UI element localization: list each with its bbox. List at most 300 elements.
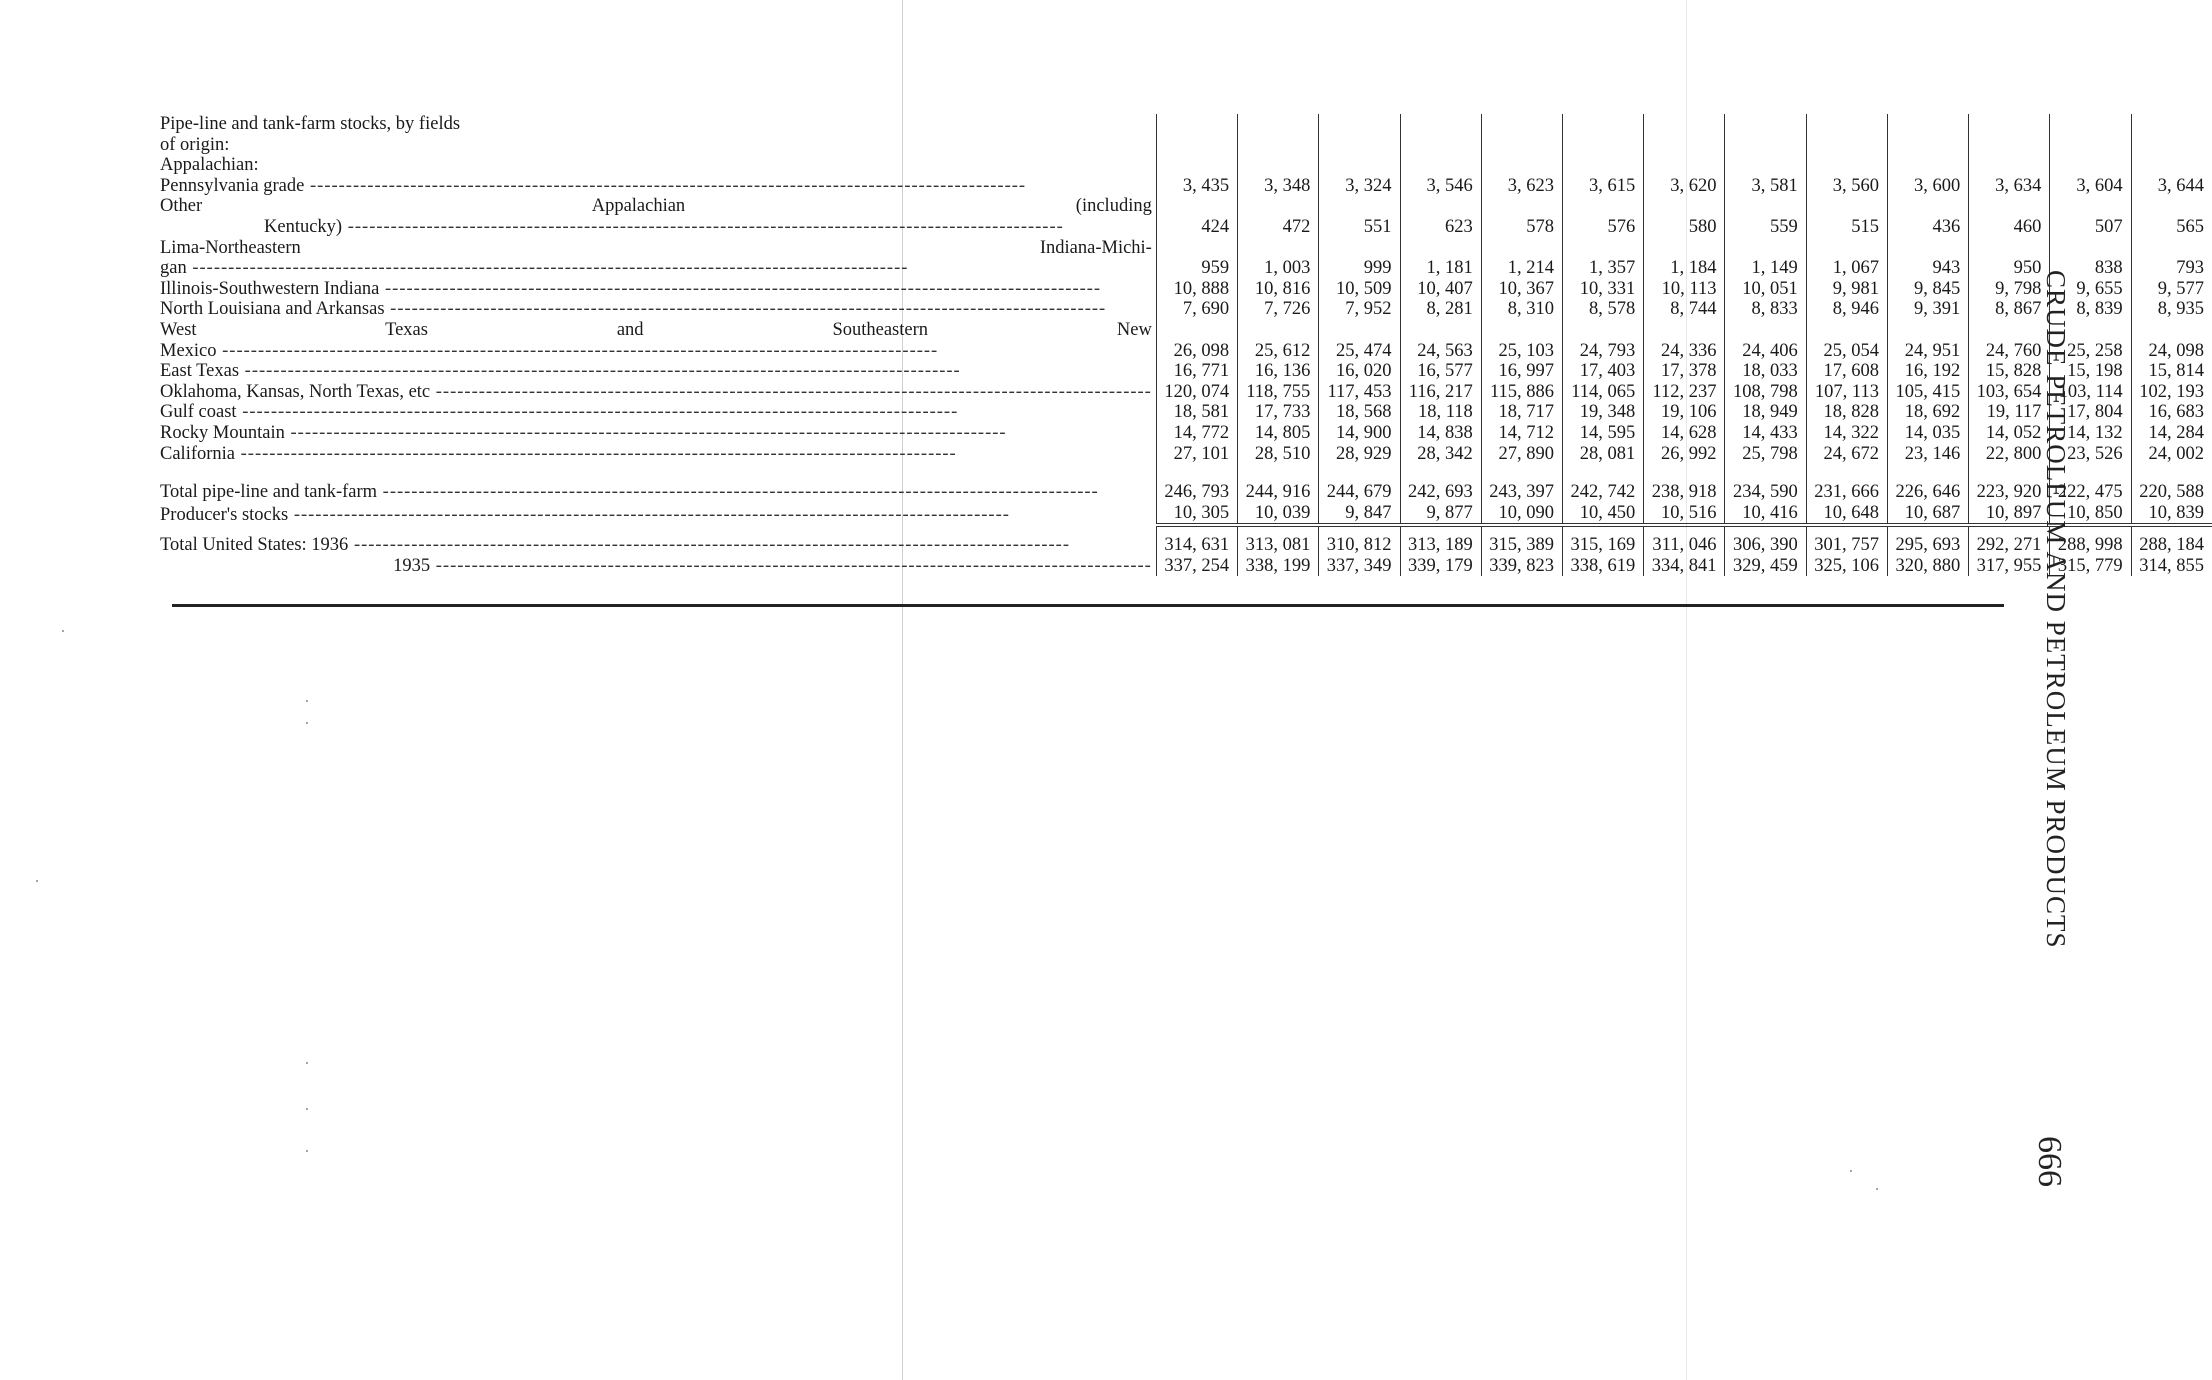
- value-cell: [1644, 196, 1725, 217]
- value-cell: 16, 577: [1400, 361, 1481, 382]
- value-cell: [1806, 238, 1887, 259]
- value-cell: [1806, 114, 1887, 135]
- value-cell: 244, 916: [1238, 482, 1319, 503]
- value-cell: 565: [2131, 217, 2212, 238]
- row-label: East Texas -----: [160, 361, 1156, 382]
- value-cell: 3, 546: [1400, 176, 1481, 197]
- value-cell: [1238, 525, 1319, 535]
- value-cell: [2131, 525, 2212, 535]
- value-cell: 10, 687: [1887, 503, 1968, 526]
- value-cell: [1969, 135, 2050, 156]
- value-cell: 9, 577: [2131, 279, 2212, 300]
- table-row: [160, 341, 2212, 362]
- value-cell: 3, 435: [1156, 176, 1237, 197]
- value-cell: 19, 117: [1969, 402, 2050, 423]
- value-cell: 10, 407: [1400, 279, 1481, 300]
- value-cell: 3, 324: [1319, 176, 1400, 197]
- value-cell: [1319, 155, 1400, 176]
- value-cell: 507: [2050, 217, 2131, 238]
- value-cell: [1319, 114, 1400, 135]
- table-row: [160, 279, 2212, 300]
- value-cell: 28, 929: [1319, 444, 1400, 465]
- value-cell: [1887, 320, 1968, 341]
- row-label: gan -----: [160, 258, 1156, 279]
- value-cell: 24, 793: [1563, 341, 1644, 362]
- table-row: [160, 196, 2212, 217]
- value-cell: [1563, 320, 1644, 341]
- value-cell: 8, 867: [1969, 299, 2050, 320]
- value-cell: 7, 726: [1238, 299, 1319, 320]
- value-cell: 315, 389: [1481, 535, 1562, 556]
- running-head: CRUDE PETROLEUM AND PETROLEUM PRODUCTS: [2041, 270, 2071, 949]
- value-cell: 28, 510: [1238, 444, 1319, 465]
- value-cell: 105, 415: [1887, 382, 1968, 403]
- value-cell: 103, 654: [1969, 382, 2050, 403]
- row-label: Pennsylvania grade -----: [160, 176, 1156, 197]
- value-cell: 314, 855: [2131, 556, 2212, 577]
- value-cell: 14, 712: [1481, 423, 1562, 444]
- value-cell: 3, 634: [1969, 176, 2050, 197]
- value-cell: 14, 772: [1156, 423, 1237, 444]
- value-cell: 325, 106: [1806, 556, 1887, 577]
- table-row: [160, 402, 2212, 423]
- value-cell: 18, 949: [1725, 402, 1806, 423]
- value-cell: [1319, 320, 1400, 341]
- row-label: Appalachian:: [160, 155, 259, 176]
- value-cell: [1319, 196, 1400, 217]
- value-cell: [1725, 155, 1806, 176]
- value-cell: 10, 416: [1725, 503, 1806, 526]
- table-row: [160, 238, 2212, 259]
- value-cell: [1969, 238, 2050, 259]
- value-cell: 18, 692: [1887, 402, 1968, 423]
- value-cell: 114, 065: [1563, 382, 1644, 403]
- value-cell: 301, 757: [1806, 535, 1887, 556]
- row-label-empty: [160, 525, 1156, 535]
- value-cell: 18, 717: [1481, 402, 1562, 423]
- row-label: Producer's stocks -----: [160, 503, 1156, 526]
- value-cell: 27, 101: [1156, 444, 1237, 465]
- row-label: Total United States: 1936 -----: [160, 535, 1156, 556]
- value-cell: 244, 679: [1319, 482, 1400, 503]
- value-cell: 10, 039: [1238, 503, 1319, 526]
- table-row: [160, 503, 2212, 526]
- value-cell: 999: [1319, 258, 1400, 279]
- row-label: of origin:: [160, 134, 230, 155]
- table-row: [160, 535, 2212, 556]
- value-cell: 222, 475: [2050, 482, 2131, 503]
- value-cell: 9, 847: [1319, 503, 1400, 526]
- value-cell: 242, 693: [1400, 482, 1481, 503]
- value-cell: 18, 581: [1156, 402, 1237, 423]
- scan-speck: [306, 1062, 308, 1064]
- value-cell: 25, 258: [2050, 341, 2131, 362]
- value-cell: [1806, 196, 1887, 217]
- table-row: [160, 464, 2212, 482]
- value-cell: 10, 850: [2050, 503, 2131, 526]
- value-cell: [1481, 320, 1562, 341]
- value-cell: 295, 693: [1887, 535, 1968, 556]
- value-cell: [1156, 238, 1237, 259]
- value-cell: 9, 391: [1887, 299, 1968, 320]
- value-cell: 313, 081: [1238, 535, 1319, 556]
- value-cell: [1563, 155, 1644, 176]
- value-cell: 14, 284: [2131, 423, 2212, 444]
- value-cell: 220, 588: [2131, 482, 2212, 503]
- value-cell: 315, 169: [1563, 535, 1644, 556]
- value-cell: 793: [2131, 258, 2212, 279]
- value-cell: [1969, 114, 2050, 135]
- value-cell: 10, 113: [1644, 279, 1725, 300]
- value-cell: 102, 193: [2131, 382, 2212, 403]
- value-cell: [1725, 525, 1806, 535]
- value-cell: 334, 841: [1644, 556, 1725, 577]
- value-cell: 10, 090: [1481, 503, 1562, 526]
- value-cell: [1806, 464, 1887, 482]
- value-cell: 3, 600: [1887, 176, 1968, 197]
- value-cell: 9, 877: [1400, 503, 1481, 526]
- value-cell: [1481, 238, 1562, 259]
- value-cell: [1806, 155, 1887, 176]
- table-row: [160, 299, 2212, 320]
- stocks-table: [160, 114, 2212, 576]
- row-label: Total pipe-line and tank-farm -----: [160, 482, 1156, 503]
- value-cell: [1481, 525, 1562, 535]
- value-cell: 1, 149: [1725, 258, 1806, 279]
- value-cell: [1481, 196, 1562, 217]
- value-cell: [1319, 238, 1400, 259]
- table-row: [160, 114, 2212, 135]
- value-cell: 551: [1319, 217, 1400, 238]
- value-cell: [1644, 135, 1725, 156]
- value-cell: 18, 118: [1400, 402, 1481, 423]
- value-cell: 9, 798: [1969, 279, 2050, 300]
- value-cell: 314, 631: [1156, 535, 1237, 556]
- value-cell: 329, 459: [1725, 556, 1806, 577]
- value-cell: 7, 690: [1156, 299, 1237, 320]
- value-cell: [1806, 135, 1887, 156]
- value-cell: 18, 828: [1806, 402, 1887, 423]
- value-cell: 25, 054: [1806, 341, 1887, 362]
- value-cell: 3, 348: [1238, 176, 1319, 197]
- value-cell: [1400, 238, 1481, 259]
- value-cell: 3, 620: [1644, 176, 1725, 197]
- value-cell: 1, 003: [1238, 258, 1319, 279]
- value-cell: 18, 568: [1319, 402, 1400, 423]
- row-label: West Texas and Southeastern New: [160, 319, 1152, 340]
- value-cell: 223, 920: [1969, 482, 2050, 503]
- table-row: [160, 482, 2212, 503]
- value-cell: 515: [1806, 217, 1887, 238]
- value-cell: 17, 608: [1806, 361, 1887, 382]
- value-cell: [1481, 135, 1562, 156]
- value-cell: 959: [1156, 258, 1237, 279]
- scan-speck: [1876, 1188, 1878, 1190]
- value-cell: 838: [2050, 258, 2131, 279]
- page-number: 666: [2031, 1136, 2068, 1187]
- value-cell: [1156, 196, 1237, 217]
- value-cell: 460: [1969, 217, 2050, 238]
- value-cell: [2050, 114, 2131, 135]
- value-cell: 10, 839: [2131, 503, 2212, 526]
- scan-speck: [62, 630, 64, 632]
- value-cell: [1563, 238, 1644, 259]
- value-cell: [1563, 525, 1644, 535]
- row-label: Kentucky) -----: [160, 217, 1156, 238]
- value-cell: 288, 184: [2131, 535, 2212, 556]
- value-cell: [1887, 238, 1968, 259]
- value-cell: 8, 744: [1644, 299, 1725, 320]
- value-cell: 17, 804: [2050, 402, 2131, 423]
- value-cell: [1400, 196, 1481, 217]
- scan-speck: [306, 1108, 308, 1110]
- value-cell: [1725, 114, 1806, 135]
- value-cell: 1, 184: [1644, 258, 1725, 279]
- value-cell: [1400, 320, 1481, 341]
- value-cell: 14, 628: [1644, 423, 1725, 444]
- value-cell: 8, 946: [1806, 299, 1887, 320]
- value-cell: [1481, 114, 1562, 135]
- value-cell: [2050, 196, 2131, 217]
- value-cell: 310, 812: [1319, 535, 1400, 556]
- value-cell: 578: [1481, 217, 1562, 238]
- value-cell: 10, 816: [1238, 279, 1319, 300]
- value-cell: 7, 952: [1319, 299, 1400, 320]
- scan-speck: [36, 880, 38, 882]
- value-cell: [1887, 196, 1968, 217]
- value-cell: [1319, 135, 1400, 156]
- value-cell: 15, 198: [2050, 361, 2131, 382]
- value-cell: 16, 683: [2131, 402, 2212, 423]
- value-cell: [1887, 525, 1968, 535]
- value-cell: 315, 779: [2050, 556, 2131, 577]
- scan-speck: [1850, 1170, 1852, 1172]
- value-cell: [1156, 155, 1237, 176]
- value-cell: [1481, 464, 1562, 482]
- value-cell: [2131, 238, 2212, 259]
- value-cell: [2050, 135, 2131, 156]
- value-cell: [1319, 464, 1400, 482]
- value-cell: 25, 798: [1725, 444, 1806, 465]
- value-cell: 19, 106: [1644, 402, 1725, 423]
- value-cell: 16, 997: [1481, 361, 1562, 382]
- value-cell: 26, 992: [1644, 444, 1725, 465]
- table-row: [160, 361, 2212, 382]
- value-cell: [1969, 155, 2050, 176]
- value-cell: 339, 823: [1481, 556, 1562, 577]
- value-cell: [1156, 464, 1237, 482]
- value-cell: [1644, 114, 1725, 135]
- value-cell: 3, 581: [1725, 176, 1806, 197]
- value-cell: 16, 136: [1238, 361, 1319, 382]
- value-cell: 25, 474: [1319, 341, 1400, 362]
- row-label: Rocky Mountain -----: [160, 423, 1156, 444]
- value-cell: 243, 397: [1481, 482, 1562, 503]
- value-cell: [1725, 238, 1806, 259]
- value-cell: [1887, 135, 1968, 156]
- value-cell: 10, 648: [1806, 503, 1887, 526]
- row-label: Other Appalachian (including: [160, 196, 1152, 217]
- value-cell: 10, 897: [1969, 503, 2050, 526]
- value-cell: [2131, 320, 2212, 341]
- value-cell: [1725, 135, 1806, 156]
- value-cell: 115, 886: [1481, 382, 1562, 403]
- value-cell: [1156, 135, 1237, 156]
- value-cell: 18, 033: [1725, 361, 1806, 382]
- value-cell: [1319, 525, 1400, 535]
- value-cell: [1563, 114, 1644, 135]
- value-cell: [1806, 525, 1887, 535]
- row-label: North Louisiana and Arkansas -----: [160, 299, 1156, 320]
- value-cell: [1969, 320, 2050, 341]
- row-label: Gulf coast -----: [160, 402, 1156, 423]
- value-cell: 117, 453: [1319, 382, 1400, 403]
- value-cell: 27, 890: [1481, 444, 1562, 465]
- value-cell: 3, 644: [2131, 176, 2212, 197]
- value-cell: 472: [1238, 217, 1319, 238]
- value-cell: 337, 349: [1319, 556, 1400, 577]
- value-cell: 8, 578: [1563, 299, 1644, 320]
- value-cell: 10, 450: [1563, 503, 1644, 526]
- value-cell: 943: [1887, 258, 1968, 279]
- row-label: Mexico -----: [160, 341, 1156, 362]
- value-cell: 10, 331: [1563, 279, 1644, 300]
- value-cell: [1400, 525, 1481, 535]
- row-label: Illinois-Southwestern Indiana -----: [160, 279, 1156, 300]
- value-cell: 24, 563: [1400, 341, 1481, 362]
- value-cell: 8, 935: [2131, 299, 2212, 320]
- value-cell: 238, 918: [1644, 482, 1725, 503]
- value-cell: 10, 051: [1725, 279, 1806, 300]
- value-cell: [1969, 525, 2050, 535]
- value-cell: [2050, 238, 2131, 259]
- value-cell: 313, 189: [1400, 535, 1481, 556]
- value-cell: [2050, 155, 2131, 176]
- value-cell: 15, 814: [2131, 361, 2212, 382]
- row-label-empty: [160, 464, 1156, 482]
- value-cell: [1400, 114, 1481, 135]
- value-cell: 8, 281: [1400, 299, 1481, 320]
- value-cell: [1400, 155, 1481, 176]
- value-cell: 24, 098: [2131, 341, 2212, 362]
- value-cell: [1156, 525, 1237, 535]
- scan-speck: [306, 700, 308, 702]
- value-cell: 24, 406: [1725, 341, 1806, 362]
- value-cell: [1887, 155, 1968, 176]
- value-cell: 242, 742: [1563, 482, 1644, 503]
- value-cell: 9, 845: [1887, 279, 1968, 300]
- value-cell: 17, 733: [1238, 402, 1319, 423]
- value-cell: [2131, 155, 2212, 176]
- table-row: [160, 217, 2212, 238]
- value-cell: 226, 646: [1887, 482, 1968, 503]
- table-row: [160, 135, 2212, 156]
- value-cell: 3, 623: [1481, 176, 1562, 197]
- table-row: [160, 556, 2212, 577]
- value-cell: [1644, 155, 1725, 176]
- value-cell: [2131, 114, 2212, 135]
- value-cell: 292, 271: [1969, 535, 2050, 556]
- value-cell: [1238, 320, 1319, 341]
- value-cell: 14, 132: [2050, 423, 2131, 444]
- value-cell: 16, 020: [1319, 361, 1400, 382]
- stocks-table-body: [160, 114, 2212, 576]
- table-row: [160, 258, 2212, 279]
- row-label: 1935 -----: [160, 556, 1156, 577]
- value-cell: [1238, 238, 1319, 259]
- value-cell: [1238, 464, 1319, 482]
- value-cell: 14, 805: [1238, 423, 1319, 444]
- value-cell: 436: [1887, 217, 1968, 238]
- value-cell: 10, 509: [1319, 279, 1400, 300]
- value-cell: [1563, 196, 1644, 217]
- value-cell: [1806, 320, 1887, 341]
- value-cell: 10, 516: [1644, 503, 1725, 526]
- value-cell: 1, 181: [1400, 258, 1481, 279]
- value-cell: 9, 655: [2050, 279, 2131, 300]
- table-row: [160, 320, 2212, 341]
- value-cell: 1, 214: [1481, 258, 1562, 279]
- value-cell: 14, 322: [1806, 423, 1887, 444]
- value-cell: 23, 146: [1887, 444, 1968, 465]
- value-cell: 24, 672: [1806, 444, 1887, 465]
- value-cell: 24, 951: [1887, 341, 1968, 362]
- value-cell: 16, 192: [1887, 361, 1968, 382]
- value-cell: 116, 217: [1400, 382, 1481, 403]
- value-cell: 24, 760: [1969, 341, 2050, 362]
- value-cell: 10, 888: [1156, 279, 1237, 300]
- value-cell: [2131, 135, 2212, 156]
- table-bottom-rule: [172, 604, 2004, 607]
- value-cell: 10, 367: [1481, 279, 1562, 300]
- value-cell: 24, 002: [2131, 444, 2212, 465]
- table-row: [160, 423, 2212, 444]
- value-cell: [1400, 464, 1481, 482]
- value-cell: 28, 081: [1563, 444, 1644, 465]
- value-cell: 338, 619: [1563, 556, 1644, 577]
- value-cell: [1156, 114, 1237, 135]
- value-cell: 25, 612: [1238, 341, 1319, 362]
- value-cell: [1481, 155, 1562, 176]
- table-row: [160, 382, 2212, 403]
- value-cell: 19, 348: [1563, 402, 1644, 423]
- value-cell: 26, 098: [1156, 341, 1237, 362]
- value-cell: 306, 390: [1725, 535, 1806, 556]
- value-cell: [1644, 238, 1725, 259]
- value-cell: 231, 666: [1806, 482, 1887, 503]
- value-cell: 576: [1563, 217, 1644, 238]
- value-cell: [1725, 320, 1806, 341]
- value-cell: 23, 526: [2050, 444, 2131, 465]
- value-cell: 14, 900: [1319, 423, 1400, 444]
- value-cell: 8, 833: [1725, 299, 1806, 320]
- value-cell: 9, 981: [1806, 279, 1887, 300]
- row-label: Pipe-line and tank-farm stocks, by fields: [160, 114, 461, 134]
- value-cell: 8, 310: [1481, 299, 1562, 320]
- value-cell: 14, 433: [1725, 423, 1806, 444]
- value-cell: [1400, 135, 1481, 156]
- value-cell: 25, 103: [1481, 341, 1562, 362]
- value-cell: 17, 403: [1563, 361, 1644, 382]
- value-cell: [1238, 196, 1319, 217]
- value-cell: [1644, 320, 1725, 341]
- value-cell: [1238, 155, 1319, 176]
- value-cell: [2131, 464, 2212, 482]
- value-cell: [1725, 196, 1806, 217]
- value-cell: 112, 237: [1644, 382, 1725, 403]
- value-cell: 559: [1725, 217, 1806, 238]
- value-cell: 17, 378: [1644, 361, 1725, 382]
